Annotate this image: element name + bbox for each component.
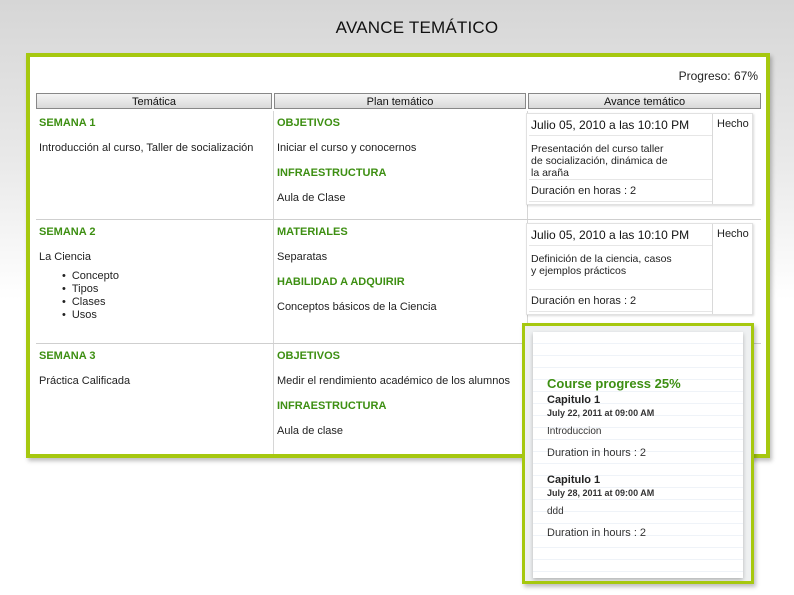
row-divider	[36, 219, 761, 220]
column-divider	[273, 111, 274, 454]
card-duration: Duración en horas : 2	[531, 295, 637, 307]
chapter-text: ddd	[547, 506, 564, 517]
course-progress-title: Course progress 25%	[547, 376, 681, 391]
card-date: Julio 05, 2010 a las 10:10 PM	[531, 118, 690, 132]
plan-heading: INFRAESTRUCTURA	[277, 167, 387, 179]
chapter-heading: Capitulo 1	[547, 474, 601, 486]
progress-card[interactable]	[526, 113, 753, 205]
card-date: Julio 05, 2010 a las 10:10 PM	[531, 228, 690, 242]
list-item: • Clases	[62, 296, 119, 309]
list-item: • Tipos	[62, 283, 119, 296]
plan-heading: INFRAESTRUCTURA	[277, 400, 387, 412]
status-label: Hecho	[717, 118, 749, 130]
col-header-avance[interactable]: Avance temático	[528, 93, 761, 109]
plan-heading: MATERIALES	[277, 226, 348, 238]
list-item: • Concepto	[62, 270, 119, 283]
plan-text: Separatas	[277, 251, 328, 263]
plan-heading: OBJETIVOS	[277, 117, 340, 129]
chapter-date: July 22, 2011 at 09:00 AM	[547, 408, 655, 418]
topic-text: La Ciencia	[39, 251, 91, 263]
plan-text: Medir el rendimiento académico de los alumnos	[277, 375, 510, 387]
week-label: SEMANA 2	[39, 226, 96, 238]
chapter-text: Introduccion	[547, 426, 602, 437]
progress-card[interactable]	[526, 223, 753, 315]
chapter-duration: Duration in hours : 2	[547, 447, 647, 459]
notepaper	[533, 332, 743, 578]
card-description: Presentación del curso taller de socialización, dinámica de la araña	[531, 143, 668, 179]
plan-text: Aula de clase	[277, 425, 344, 437]
plan-heading: HABILIDAD A ADQUIRIR	[277, 276, 405, 288]
col-header-tematica[interactable]: Temática	[36, 93, 272, 109]
plan-text: Aula de Clase	[277, 192, 346, 204]
status-label: Hecho	[717, 228, 749, 240]
col-header-plan[interactable]: Plan temático	[274, 93, 526, 109]
list-item: • Usos	[62, 309, 119, 322]
plan-text: Conceptos básicos de la Ciencia	[277, 301, 437, 313]
plan-heading: OBJETIVOS	[277, 350, 340, 362]
pinned-note-panel	[522, 323, 754, 584]
card-duration: Duración en horas : 2	[531, 185, 637, 197]
chapter-duration: Duration in hours : 2	[547, 527, 647, 539]
slide-title: AVANCE TEMÁTICO	[335, 18, 499, 37]
topic-text: Introducción al curso, Taller de socialización	[39, 142, 254, 154]
plan-text: Iniciar el curso y conocernos	[277, 142, 417, 154]
week-label: SEMANA 3	[39, 350, 96, 362]
chapter-heading: Capitulo 1	[547, 394, 601, 406]
topic-bullet-list	[62, 270, 119, 322]
chapter-date: July 28, 2011 at 09:00 AM	[547, 488, 655, 498]
card-description: Definición de la ciencia, casos y ejemplos prácticos	[531, 253, 672, 277]
week-label: SEMANA 1	[39, 117, 96, 129]
progress-percentage: Progreso: 67%	[678, 69, 758, 83]
topic-text: Práctica Calificada	[39, 375, 131, 387]
